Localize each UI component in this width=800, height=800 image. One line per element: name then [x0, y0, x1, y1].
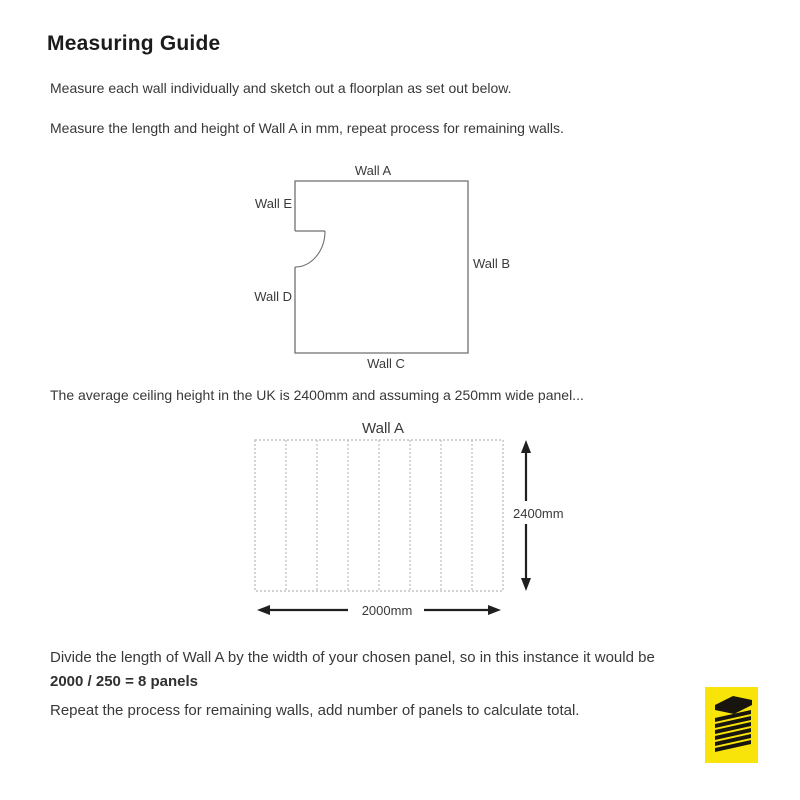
- panel-formula: 2000 / 250 = 8 panels: [50, 673, 199, 690]
- height-dimension-label: 2400mm: [513, 506, 564, 521]
- wall-e-label: Wall E: [254, 196, 292, 211]
- arrow-right-icon: [488, 605, 501, 615]
- arrow-up-icon: [521, 440, 531, 453]
- panel-diagram: [255, 420, 564, 618]
- wall-b-label: Wall B: [473, 256, 511, 271]
- repeat-instruction: Repeat the process for remaining walls, add number of panels to calculate total.: [50, 702, 580, 719]
- divide-instruction: Divide the length of Wall A by the width of your chosen panel, so in this instance it would be: [50, 649, 655, 666]
- measure-instruction: Measure the length and height of Wall A in mm, repeat process for remaining walls.: [50, 120, 564, 136]
- width-dimension-label: 2000mm: [361, 603, 413, 618]
- wall-c-label: Wall C: [367, 356, 405, 371]
- page-title: Measuring Guide: [47, 32, 221, 55]
- brand-logo: [705, 687, 758, 763]
- arrow-down-icon: [521, 578, 531, 591]
- intro-instruction: Measure each wall individually and sketch out a floorplan as set out below.: [50, 80, 512, 96]
- wall-d-label: Wall D: [254, 289, 292, 304]
- panel-dividers: [286, 440, 472, 591]
- arrow-left-icon: [257, 605, 270, 615]
- floorplan-diagram: [254, 163, 510, 371]
- door-swing-arc: [295, 231, 325, 267]
- room-outline: [295, 181, 468, 353]
- wall-a-label: Wall A: [354, 163, 392, 178]
- panel-diagram-title: Wall A: [362, 420, 404, 437]
- ceiling-height-note: The average ceiling height in the UK is 2400mm and assuming a 250mm wide panel...: [50, 387, 584, 403]
